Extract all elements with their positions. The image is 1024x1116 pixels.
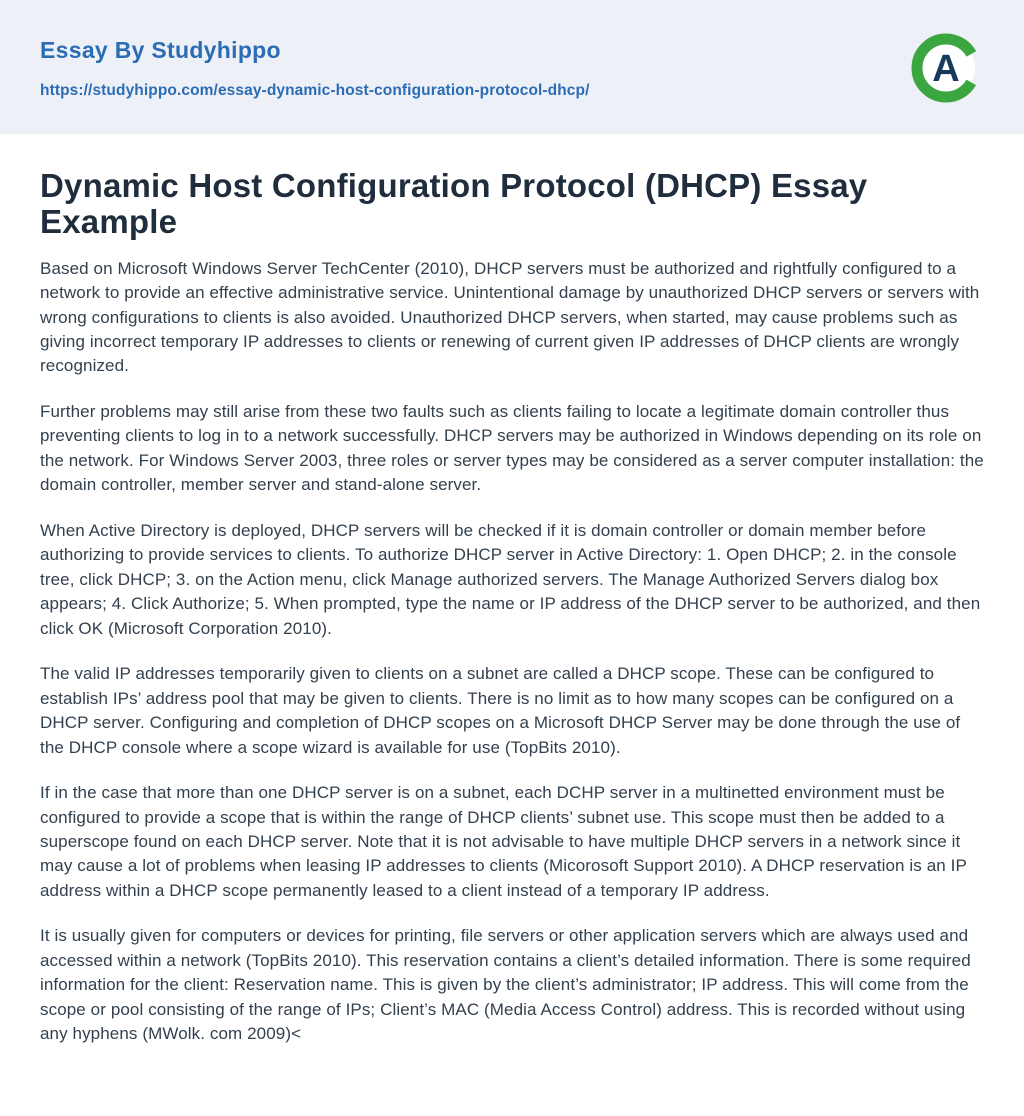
page-header (0, 0, 1024, 134)
article-paragraph: Based on Microsoft Windows Server TechCenter (2010), DHCP servers must be authorized and rightfully configured to a network to provide an effective administrative service. Unintentional damage by unauthorized DHCP servers or servers with wrong configurations to clients is also avoided. Unauthorized DHCP servers, when started, may cause problems such as giving incorrect temporary IP addresses to clients or renewing of current given IP addresses of DHCP clients are wrongly recognized. (40, 258, 980, 376)
studyhippo-logo (908, 30, 984, 106)
logo-letter: A (932, 48, 960, 90)
article-title: Dynamic Host Configuration Protocol (DHCP) Essay Example (40, 167, 868, 241)
article-paragraph: The valid IP addresses temporarily given to clients on a subnet are called a DHCP scope. These can be configured to establish IPs’ address pool that may be given to clients. There is no limit as to how many scopes can be configured on a DHCP server. Configuring and completion of DHCP scopes on a Microsoft DHCP Server may be done through the use of the DHCP console where a scope wizard is available for use (TopBits 2010). (40, 664, 961, 757)
header-text-block (40, 37, 590, 100)
site-title: Essay By Studyhippo (40, 36, 281, 63)
article-url-link[interactable]: https://studyhippo.com/essay-dynamic-host-configuration-protocol-dhcp/ (40, 81, 590, 99)
article-paragraph: When Active Directory is deployed, DHCP servers will be checked if it is domain controller or domain member before authorizing to provide services to clients. To authorize DHCP server in Active Directory: 1. Open DHCP; 2. in the console tree, click DHCP; 3. on the Action menu, click Manage authorized servers. The Manage Authorized Servers dialog box appears; 4. Click Authorize; 5. When prompted, type the name or IP address of the DHCP server to be authorized, and then click OK (Microsoft Corporation 2010). (40, 520, 981, 638)
article-paragraph: It is usually given for computers or devices for printing, file servers or other application servers which are always used and accessed within a network (TopBits 2010). This reservation contains a client’s detailed information. There is some required information for the client: Reservation name. This is given by the client’s administrator; IP address. This will come from the scope or pool consisting of the range of IPs; Client’s MAC (Media Access Control) address. This is recorded without using any hyphens (MWolk. com 2009)< (40, 926, 971, 1044)
article-paragraph: If in the case that more than one DHCP server is on a subnet, each DCHP server in a multinetted environment must be configured to provide a scope that is within the range of DHCP clients’ subnet use. This scope must then be added to a superscope found on each DHCP server. Note that it is not advisable to have multiple DHCP servers in a network since it may cause a lot of problems when leasing IP addresses to clients (Micorosoft Support 2010). A DHCP reservation is an IP address within a DHCP scope permanently leased to a client instead of a temporary IP address. (40, 783, 967, 900)
article-body (0, 134, 1024, 1116)
article-paragraph: Further problems may still arise from these two faults such as clients failing to locate a legitimate domain controller thus preventing clients to log in to a network successfully. DHCP servers may be authorized in Windows depending on its role on the network. For Windows Server 2003, three roles or server types may be considered as a server computer installation: the domain controller, member server and stand-alone server. (40, 401, 984, 495)
studyhippo-logo-icon (908, 30, 984, 106)
